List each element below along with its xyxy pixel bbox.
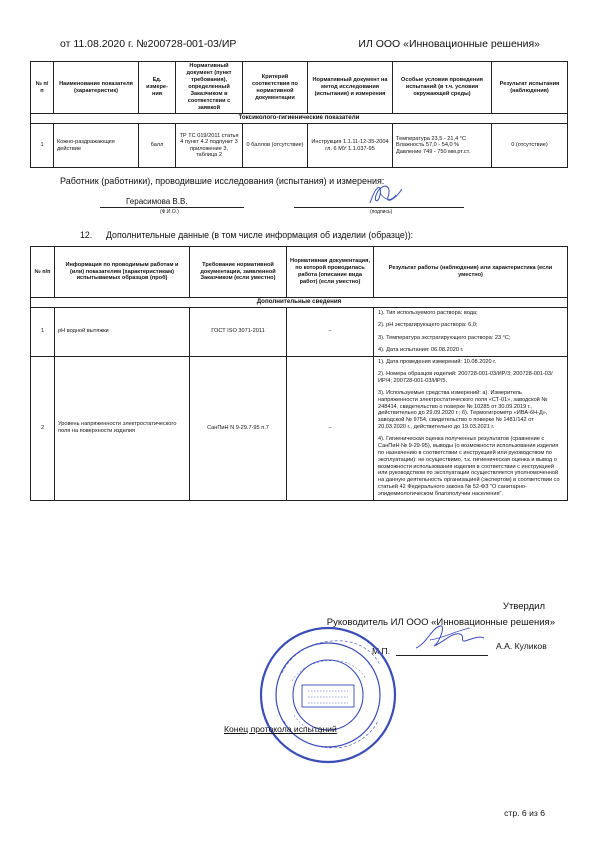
lab-name: ИЛ ООО «Инновационные решения» <box>358 38 540 50</box>
col-header: № п/п <box>31 62 54 114</box>
result-line: 2). Номера образцов изделий: 200728-001-03/ИР/3; 200728-001-03/ИР/4; 200728-001-03/ИР/5. <box>378 370 553 384</box>
col-header: Требование нормативной документации, заявленной Заказчиком (если уместно) <box>190 247 287 298</box>
condition-humidity: Влажность 57,0 - 54,0 % <box>396 142 460 149</box>
result-line: 3). Температура экстрагирующего раствора: 23 °С; <box>378 334 511 341</box>
section-title: Токсиколого-гигиенические показатели <box>31 114 568 124</box>
col-header: Особые условия проведения испытаний (в т.ч. условия окружающей среды) <box>393 62 492 114</box>
col-header: Нормативная документация, по которой проводилась работа (описание вида работ) (если уместно) <box>287 247 374 298</box>
row-doc: – <box>287 308 374 357</box>
row-num: 1 <box>31 124 54 168</box>
row-unit: балл <box>139 124 176 168</box>
row-result: 0 (отсутствие) <box>492 124 568 168</box>
table-row <box>31 124 568 168</box>
table-header-row <box>31 247 568 298</box>
section-title: Дополнительные данные (в том числе информация об изделии (образце)): <box>106 230 414 240</box>
condition-temperature: Температура 23,5 - 21,4 °С <box>396 135 467 142</box>
condition-pressure: Давление 749 - 750 мм.рт.ст. <box>396 148 471 155</box>
row-name: Кожно-раздражающее действие <box>54 124 139 168</box>
result-line: 1). Дата проведения измерений: 10.08.2020 г. <box>378 358 497 365</box>
protocol-number: от 11.08.2020 г. №200728-001-03/ИР <box>60 38 237 50</box>
row-normdoc: ТР ТС 019/2011 статья 4 пункт 4.2 подпункт 3 приложение 3, таблица 2 <box>176 124 243 168</box>
table-row <box>31 308 568 357</box>
result-line: 3). Используемые средства измерений: а). Измеритель напряженности электростатического поля «СТ-01», заводской № 248414, свидетельство о поверке № 10285 от 30.09.2019 г., действительно до 29.09.2020 г.; б). Термогигрометр «ИВА-6Н-Д», заводской № 9754, свидетельство о поверке № 1481/142 от 20.03.2020 г., действительно до 19.03.2021 г. <box>378 390 548 431</box>
laboratory-stamp <box>258 625 398 765</box>
col-header: Результат работы (наблюдения) или характеристика (если уместно) <box>374 247 568 298</box>
head-signature <box>410 618 486 656</box>
head-name: А.А. Куликов <box>496 641 547 651</box>
result-line: 1). Тип используемого раствора: вода; <box>378 310 478 316</box>
worker-label: Работник (работники), проводившие исследования (испытания) и измерения: <box>60 176 385 186</box>
row-result <box>374 308 568 357</box>
test-results-table <box>30 61 568 168</box>
row-info: Уровень напряженности электростатического поля на поверхности изделия <box>55 356 190 500</box>
row-doc: – <box>287 356 374 500</box>
col-header: Информация по проводимым работам и (или) показателям (характеристикам) испытываемых образцов (проб) <box>55 247 190 298</box>
row-requirement: ГОСТ ISO 3071-2011 <box>190 308 287 357</box>
col-header: Результат испытания (наблюдения) <box>492 62 568 114</box>
col-header: Нормативный документ (пункт требования), определенный Заказчиком в соответствии с заявкой <box>176 62 243 114</box>
col-header: Ед. измере-ния <box>139 62 176 114</box>
row-num: 1 <box>31 308 55 357</box>
result-line: 4). Дата испытания: 06.08.2020 г. <box>378 346 464 353</box>
additional-data-table <box>30 246 568 501</box>
table-header-row <box>31 62 568 114</box>
section-row <box>31 298 568 308</box>
section-row <box>31 114 568 124</box>
name-line <box>100 207 244 208</box>
head-title: Руководитель ИЛ ООО «Инновационные решения» <box>326 617 555 628</box>
table-row <box>31 356 568 500</box>
row-conditions <box>393 124 492 168</box>
result-line: 4). Гигиеническая оценка полученных результатов (сравнение с СанПиН № 9-29-95), выводы (о возможности использования изделия по назначению в соответствии с инструкцией или руководством по эксплуатации): не осуществимо, т.к. гигиеническая оценка и вывод о возможности использования изделия в соответствии с инструкцией или руководством по эксплуатации осуществляется уполномоченной на данную деятельность организацией (экспертом) в соответствии со статьей 42 Федерального закона № 52-ФЗ "О санитарно-эпидемиологическом благополучии населения". <box>378 436 560 497</box>
approve-label: Утвердил <box>502 601 545 612</box>
protocol-end: Конец протокола испытаний <box>224 724 337 734</box>
col-header: № п/п <box>31 247 55 298</box>
worker-signature <box>366 181 406 209</box>
row-num: 2 <box>31 356 55 500</box>
sign-caption: (подпись) <box>370 209 393 215</box>
row-requirement: СанПиН N 9-29.7-95 п.7 <box>190 356 287 500</box>
row-method: Инструкция 1.1.11-12-35-2004 гл. 6 МУ 1.1.037-95 <box>308 124 393 168</box>
col-header: Наименование показателя (характеристик) <box>54 62 139 114</box>
col-header: Нормативный документ на метод исследования (испытания) и измерения <box>308 62 393 114</box>
row-info: pH водной вытяжки <box>55 308 190 357</box>
section-number: 12. <box>80 230 93 240</box>
row-criterion: 0 баллов (отсутствие) <box>243 124 308 168</box>
worker-name: Герасимова В.В. <box>126 197 188 206</box>
stamp-place-label: М.П. <box>372 646 391 656</box>
section-title: Дополнительные сведения <box>31 298 568 308</box>
page-header <box>60 38 540 52</box>
fio-caption: (Ф.И.О.) <box>160 209 179 215</box>
page-number: стр. 6 из 6 <box>504 808 545 818</box>
col-header: Критерий соответствия по нормативной документации <box>243 62 308 114</box>
result-line: 2). pH экстрагирующего раствора: 6,0; <box>378 322 478 329</box>
row-result <box>374 356 568 500</box>
